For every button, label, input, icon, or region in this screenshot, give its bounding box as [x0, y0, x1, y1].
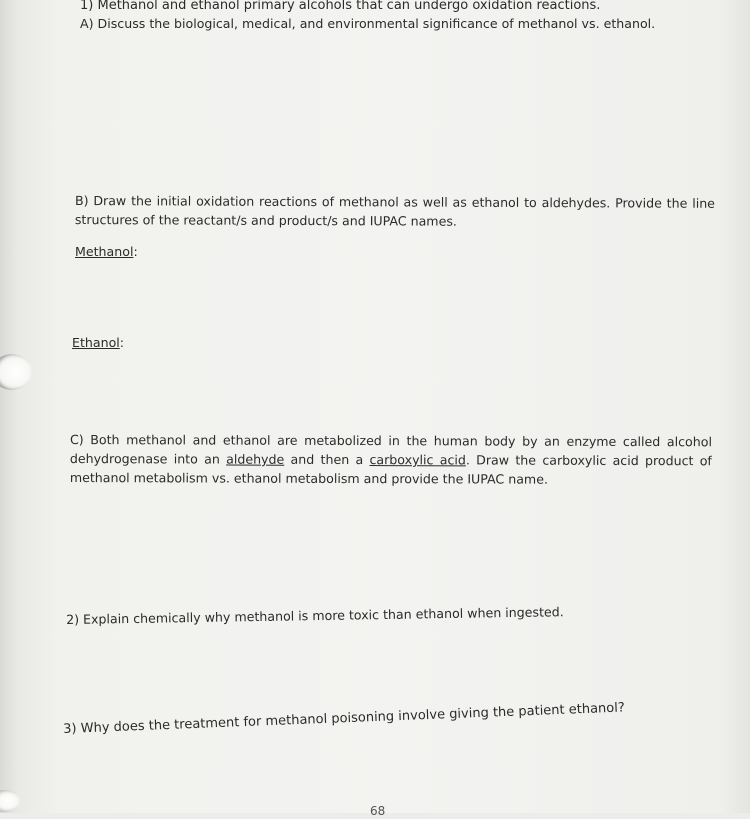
question-1a: A) Discuss the biological, medical, and environmental significance of methanol vs. ethanol. [80, 16, 656, 31]
methanol-label: Methanol: [75, 244, 138, 259]
binder-hole [0, 790, 20, 812]
binder-hole [0, 354, 32, 390]
ethanol-label-text: Ethanol [72, 335, 120, 350]
question-1c-part1: C) Both methanol and ethanol are metabolized in the human body by an enzyme called alcohol dehydrogenase into an [69, 432, 712, 467]
question-2: 2) Explain chemically why methanol is more toxic than ethanol when ingested. [66, 604, 564, 627]
term-aldehyde: aldehyde [226, 451, 285, 467]
question-1b: B) Draw the initial oxidation reactions of methanol as well as ethanol to aldehydes. Provide the line structures of the reactant/s and product/s and IUPAC names. [74, 192, 715, 229]
page-number: 68 [370, 804, 386, 818]
question-1c-part3: . Draw the carboxylic acid product of methanol metabolism vs. ethanol metabolism and provide the IUPAC name. [69, 452, 712, 487]
question-1-title: 1) Methanol and ethanol primary alcohols that can undergo oxidation reactions. [80, 0, 601, 13]
question-3: 3) Why does the treatment for methanol poisoning involve giving the patient ethanol? [63, 700, 626, 737]
question-1c-part2: and then a [284, 451, 370, 468]
ethanol-label: Ethanol: [72, 335, 125, 350]
methanol-label-text: Methanol [75, 244, 134, 259]
term-carboxylic-acid: carboxylic acid [369, 452, 466, 468]
question-1c [70, 430, 712, 489]
